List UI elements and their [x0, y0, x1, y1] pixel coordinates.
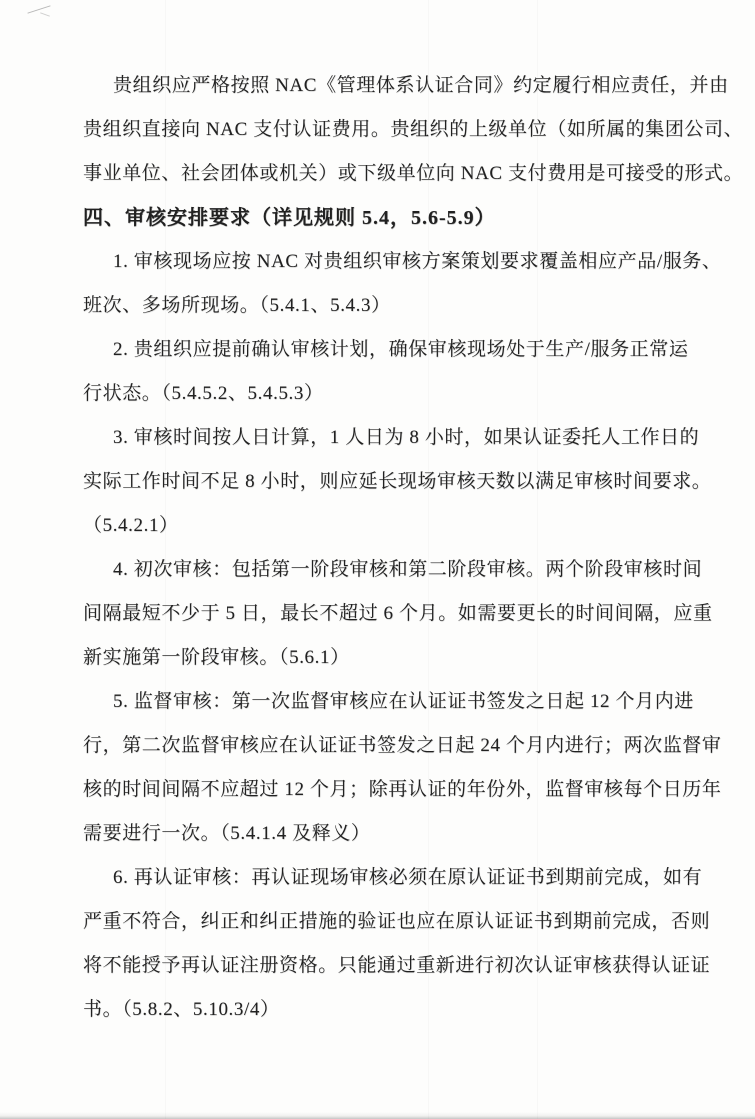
- text-line: 2. 贵组织应提前确认审核计划，确保审核现场处于生产/服务正常运: [113, 339, 689, 360]
- text-line: （5.4.2.1）: [83, 515, 179, 536]
- text-line: 5. 监督审核：第一次监督审核应在认证证书签发之日起 12 个月内进: [113, 691, 694, 712]
- text-line: 1. 审核现场应按 NAC 对贵组织审核方案策划要求覆盖相应产品/服务、: [113, 251, 722, 272]
- text-line: 严重不符合，纠正和纠正措施的验证也应在原认证证书到期前完成，否则: [83, 911, 711, 932]
- text-line: 需要进行一次。（5.4.1.4 及释义）: [83, 823, 371, 844]
- scan-bottom-edge-shadow: [0, 1112, 755, 1119]
- heading-line: 四、审核安排要求（详见规则 5.4，5.6-5.9）: [83, 207, 496, 229]
- text-line: 3. 审核时间按人日计算，1 人日为 8 小时，如果认证委托人工作日的: [113, 427, 700, 448]
- numbered-item-2: [83, 328, 715, 416]
- numbered-item-6: [83, 856, 715, 1032]
- numbered-item-3: [83, 416, 715, 548]
- text-line: 事业单位、社会团体或机关）或下级单位向 NAC 支付费用是可接受的形式。: [83, 163, 744, 184]
- text-line: 间隔最短不少于 5 日，最长不超过 6 个月。如需要更长的时间间隔，应重: [83, 603, 713, 624]
- text-line: 行状态。（5.4.5.2、5.4.5.3）: [83, 383, 324, 404]
- section-heading-4: [83, 196, 715, 240]
- text-line: 行，第二次监督审核应在认证证书签发之日起 24 个月内进行；两次监督审: [83, 735, 722, 756]
- text-line: 班次、多场所现场。（5.4.1、5.4.3）: [83, 295, 391, 316]
- text-line: 贵组织直接向 NAC 支付认证费用。贵组织的上级单位（如所属的集团公司、: [83, 119, 744, 140]
- document-text-block: [83, 64, 744, 1032]
- numbered-item-1: [83, 240, 722, 328]
- intro-paragraph: [83, 64, 744, 196]
- text-line: 新实施第一阶段审核。（5.6.1）: [83, 647, 350, 668]
- text-line: 实际工作时间不足 8 小时，则应延长现场审核天数以满足审核时间要求。: [83, 471, 712, 492]
- numbered-item-4: [83, 548, 715, 680]
- text-line: 书。（5.8.2、5.10.3/4）: [83, 999, 280, 1020]
- text-line: 4. 初次审核：包括第一阶段审核和第二阶段审核。两个阶段审核时间: [113, 559, 703, 580]
- text-line: 贵组织应严格按照 NAC《管理体系认证合同》约定履行相应责任，并由: [113, 75, 729, 96]
- text-line: 6. 再认证审核：再认证现场审核必须在原认证证书到期前完成，如有: [113, 867, 703, 888]
- numbered-item-5: [83, 680, 722, 856]
- text-line: 核的时间间隔不应超过 12 个月；除再认证的年份外，监督审核每个日历年: [83, 779, 722, 800]
- scan-scratch-mark: [40, 12, 50, 16]
- text-line: 将不能授予再认证注册资格。只能通过重新进行初次认证审核获得认证证: [83, 955, 711, 976]
- scan-scratch-mark: [27, 5, 50, 13]
